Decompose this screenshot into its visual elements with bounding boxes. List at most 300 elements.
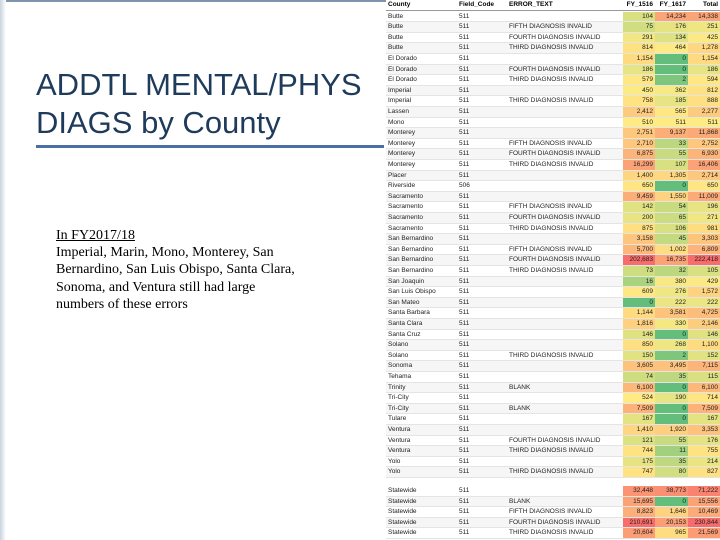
cell-field-code: 511: [457, 298, 507, 309]
cell-total: 105: [688, 266, 720, 277]
cell-error-text: [507, 330, 623, 341]
cell-total: 2,146: [688, 319, 720, 330]
table-row: [386, 528, 720, 539]
cell-field-code: 511: [457, 340, 507, 351]
table-row: [386, 298, 720, 309]
cell-total: 230,844: [688, 518, 720, 529]
cell-county: Ventura: [386, 436, 457, 447]
cell-fy1617: 965: [655, 528, 688, 539]
cell-county: Tehama: [386, 372, 457, 383]
table-row: [386, 277, 720, 288]
table-row: [386, 86, 720, 97]
cell-field-code: 511: [457, 507, 507, 518]
cell-field-code: 511: [457, 277, 507, 288]
table-row: [386, 414, 720, 425]
cell-error-text: THIRD DIAGNOSIS INVALID: [507, 266, 623, 277]
cell-fy1516: 121: [623, 436, 655, 447]
cell-fy1516: 104: [623, 12, 655, 23]
cell-fy1617: 176: [655, 22, 688, 33]
cell-total: 6,930: [688, 149, 720, 160]
table-row: [386, 118, 720, 129]
cell-county: San Luis Obispo: [386, 287, 457, 298]
cell-total: 10,469: [688, 507, 720, 518]
cell-county: Sacramento: [386, 192, 457, 203]
cell-fy1617: 565: [655, 107, 688, 118]
cell-total: 152: [688, 351, 720, 362]
cell-field-code: 511: [457, 528, 507, 539]
table-header-row: [386, 0, 720, 11]
cell-field-code: 511: [457, 86, 507, 97]
cell-fy1617: 1,305: [655, 171, 688, 182]
table-row: [386, 266, 720, 277]
cell-error-text: FIFTH DIAGNOSIS INVALID: [507, 507, 623, 518]
cell-total: 3,353: [688, 425, 720, 436]
cell-error-text: FOURTH DIAGNOSIS INVALID: [507, 33, 623, 44]
cell-error-text: [507, 287, 623, 298]
cell-total: 7,115: [688, 361, 720, 372]
table-row: [386, 340, 720, 351]
cell-county: Statewide: [386, 518, 457, 529]
cell-error-text: [507, 393, 623, 404]
cell-field-code: 511: [457, 351, 507, 362]
header-fy1516: FY_1516: [623, 0, 655, 11]
cell-error-text: [507, 457, 623, 468]
table-row: [386, 160, 720, 171]
cell-fy1617: 1,646: [655, 507, 688, 518]
cell-error-text: [507, 192, 623, 203]
table-row: [386, 383, 720, 394]
cell-fy1617: 107: [655, 160, 688, 171]
table-row: [386, 75, 720, 86]
cell-fy1617: 0: [655, 181, 688, 192]
cell-error-text: FIFTH DIAGNOSIS INVALID: [507, 22, 623, 33]
cell-field-code: 511: [457, 96, 507, 107]
cell-fy1617: 38,773: [655, 486, 688, 497]
cell-fy1516: 202,683: [623, 255, 655, 266]
cell-error-text: THIRD DIAGNOSIS INVALID: [507, 351, 623, 362]
cell-error-text: [507, 486, 623, 497]
cell-error-text: [507, 425, 623, 436]
cell-fy1617: 1,920: [655, 425, 688, 436]
cell-fy1617: 33: [655, 139, 688, 150]
cell-county: San Mateo: [386, 298, 457, 309]
cell-total: 1,100: [688, 340, 720, 351]
cell-field-code: 511: [457, 128, 507, 139]
header-fy1617: FY_1617: [655, 0, 688, 11]
cell-field-code: 511: [457, 404, 507, 415]
cell-error-text: THIRD DIAGNOSIS INVALID: [507, 75, 623, 86]
cell-fy1617: 32: [655, 266, 688, 277]
cell-total: 222: [688, 298, 720, 309]
cell-total: 11,009: [688, 192, 720, 203]
cell-fy1617: 1,002: [655, 245, 688, 256]
cell-fy1617: 20,153: [655, 518, 688, 529]
cell-total: 146: [688, 330, 720, 341]
cell-fy1617: 2: [655, 351, 688, 362]
cell-fy1617: 0: [655, 414, 688, 425]
cell-field-code: 511: [457, 245, 507, 256]
cell-fy1617: 0: [655, 404, 688, 415]
table-row: [386, 224, 720, 235]
slide-title: ADDTL MENTAL/PHYS DIAGS by County: [36, 67, 362, 140]
cell-total: 14,338: [688, 12, 720, 23]
cell-county: Imperial: [386, 86, 457, 97]
cell-fy1516: 3,158: [623, 234, 655, 245]
cell-county: Placer: [386, 171, 457, 182]
cell-fy1617: 14,234: [655, 12, 688, 23]
cell-field-code: 511: [457, 107, 507, 118]
cell-county: Solano: [386, 340, 457, 351]
cell-county: Imperial: [386, 96, 457, 107]
cell-county: San Bernardino: [386, 234, 457, 245]
cell-county: Statewide: [386, 497, 457, 508]
cell-fy1516: 74: [623, 372, 655, 383]
cell-error-text: THIRD DIAGNOSIS INVALID: [507, 96, 623, 107]
cell-total: 21,569: [688, 528, 720, 539]
cell-fy1516: 850: [623, 340, 655, 351]
cell-error-text: FIFTH DIAGNOSIS INVALID: [507, 245, 623, 256]
cell-fy1516: 2,751: [623, 128, 655, 139]
header-error-text: ERROR_TEXT: [507, 0, 623, 11]
cell-error-text: THIRD DIAGNOSIS INVALID: [507, 224, 623, 235]
cell-field-code: 511: [457, 308, 507, 319]
cell-field-code: 511: [457, 255, 507, 266]
cell-field-code: 511: [457, 330, 507, 341]
cell-field-code: 511: [457, 202, 507, 213]
cell-county: Butte: [386, 12, 457, 23]
cell-error-text: [507, 308, 623, 319]
cell-county: Monterey: [386, 128, 457, 139]
cell-field-code: 511: [457, 43, 507, 54]
cell-fy1516: 210,691: [623, 518, 655, 529]
cell-field-code: 511: [457, 22, 507, 33]
cell-error-text: THIRD DIAGNOSIS INVALID: [507, 43, 623, 54]
cell-fy1516: 15,695: [623, 497, 655, 508]
cell-total: 2,752: [688, 139, 720, 150]
cell-total: 425: [688, 33, 720, 44]
cell-county: Butte: [386, 43, 457, 54]
table-row: [386, 12, 720, 23]
cell-total: 7,509: [688, 404, 720, 415]
cell-fy1617: 511: [655, 118, 688, 129]
cell-total: 594: [688, 75, 720, 86]
cell-field-code: 511: [457, 192, 507, 203]
cell-total: 827: [688, 467, 720, 478]
cell-fy1516: 6,100: [623, 383, 655, 394]
cell-fy1617: 45: [655, 234, 688, 245]
cell-field-code: 511: [457, 287, 507, 298]
cell-fy1516: 5,700: [623, 245, 655, 256]
cell-fy1617: 55: [655, 149, 688, 160]
cell-county: Statewide: [386, 528, 457, 539]
cell-error-text: [507, 181, 623, 192]
cell-field-code: 511: [457, 319, 507, 330]
cell-error-text: FIFTH DIAGNOSIS INVALID: [507, 139, 623, 150]
cell-fy1617: 464: [655, 43, 688, 54]
cell-error-text: BLANK: [507, 404, 623, 415]
cell-fy1516: 73: [623, 266, 655, 277]
cell-error-text: [507, 12, 623, 23]
cell-fy1516: 609: [623, 287, 655, 298]
cell-fy1516: 2,710: [623, 139, 655, 150]
table-row: [386, 33, 720, 44]
cell-error-text: FOURTH DIAGNOSIS INVALID: [507, 255, 623, 266]
table-row: [386, 372, 720, 383]
body-paragraph: [56, 227, 296, 313]
table-row: [386, 393, 720, 404]
header-county: County: [386, 0, 457, 11]
cell-fy1516: 291: [623, 33, 655, 44]
body-heading: In FY2017/18: [56, 228, 135, 243]
cell-total: 429: [688, 277, 720, 288]
cell-fy1516: 150: [623, 351, 655, 362]
cell-fy1516: 744: [623, 446, 655, 457]
cell-county: San Joaquin: [386, 277, 457, 288]
table-row: [386, 486, 720, 497]
cell-fy1617: 2: [655, 75, 688, 86]
cell-county: San Bernardino: [386, 255, 457, 266]
cell-error-text: THIRD DIAGNOSIS INVALID: [507, 160, 623, 171]
table-row: [386, 518, 720, 529]
cell-error-text: [507, 361, 623, 372]
cell-total: 4,725: [688, 308, 720, 319]
cell-total: 812: [688, 86, 720, 97]
cell-fy1617: 0: [655, 497, 688, 508]
cell-county: Riverside: [386, 181, 457, 192]
cell-fy1516: 75: [623, 22, 655, 33]
cell-county: Yolo: [386, 457, 457, 468]
cell-fy1617: 9,137: [655, 128, 688, 139]
cell-fy1516: 650: [623, 181, 655, 192]
cell-field-code: 511: [457, 65, 507, 76]
header-field-code: Field_Code: [457, 0, 507, 11]
table-row: [386, 361, 720, 372]
cell-field-code: 506: [457, 181, 507, 192]
table-row: [386, 467, 720, 478]
cell-total: 2,714: [688, 171, 720, 182]
cell-county: Ventura: [386, 425, 457, 436]
cell-error-text: [507, 234, 623, 245]
cell-county: Lassen: [386, 107, 457, 118]
table-row: [386, 457, 720, 468]
cell-field-code: 511: [457, 149, 507, 160]
cell-fy1617: 222: [655, 298, 688, 309]
cell-error-text: THIRD DIAGNOSIS INVALID: [507, 446, 623, 457]
cell-fy1516: 32,448: [623, 486, 655, 497]
cell-field-code: 511: [457, 224, 507, 235]
cell-total: 11,868: [688, 128, 720, 139]
cell-fy1516: 2,412: [623, 107, 655, 118]
cell-error-text: THIRD DIAGNOSIS INVALID: [507, 528, 623, 539]
cell-fy1516: 1,144: [623, 308, 655, 319]
error-table: [386, 0, 720, 540]
cell-total: 511: [688, 118, 720, 129]
cell-total: 251: [688, 22, 720, 33]
cell-total: 176: [688, 436, 720, 447]
cell-total: 981: [688, 224, 720, 235]
cell-fy1516: 875: [623, 224, 655, 235]
cell-county: Monterey: [386, 139, 457, 150]
cell-fy1617: 11: [655, 446, 688, 457]
cell-error-text: [507, 414, 623, 425]
cell-fy1516: 9,459: [623, 192, 655, 203]
cell-county: Sacramento: [386, 202, 457, 213]
cell-fy1516: 7,509: [623, 404, 655, 415]
cell-total: 167: [688, 414, 720, 425]
cell-fy1617: 185: [655, 96, 688, 107]
cell-field-code: 511: [457, 414, 507, 425]
cell-county: Santa Cruz: [386, 330, 457, 341]
cell-county: Sonoma: [386, 361, 457, 372]
cell-county: San Bernardino: [386, 245, 457, 256]
title-underline: [36, 145, 384, 148]
table-row: [386, 245, 720, 256]
cell-fy1617: 330: [655, 319, 688, 330]
cell-total: 6,100: [688, 383, 720, 394]
cell-total: 1,572: [688, 287, 720, 298]
cell-error-text: FOURTH DIAGNOSIS INVALID: [507, 213, 623, 224]
table-row: [386, 54, 720, 65]
cell-total: 714: [688, 393, 720, 404]
cell-error-text: FIFTH DIAGNOSIS INVALID: [507, 202, 623, 213]
header-total: Total: [688, 0, 720, 11]
cell-fy1516: 175: [623, 457, 655, 468]
table-row: [386, 255, 720, 266]
cell-fy1617: 268: [655, 340, 688, 351]
cell-field-code: 511: [457, 75, 507, 86]
cell-county: Sacramento: [386, 224, 457, 235]
cell-total: 650: [688, 181, 720, 192]
cell-fy1617: 106: [655, 224, 688, 235]
cell-error-text: FOURTH DIAGNOSIS INVALID: [507, 518, 623, 529]
cell-fy1516: 16: [623, 277, 655, 288]
cell-fy1617: 16,735: [655, 255, 688, 266]
cell-total: 888: [688, 96, 720, 107]
cell-fy1617: 54: [655, 202, 688, 213]
cell-county: El Dorado: [386, 75, 457, 86]
cell-total: 3,303: [688, 234, 720, 245]
cell-fy1516: 8,823: [623, 507, 655, 518]
cell-fy1516: 1,410: [623, 425, 655, 436]
cell-total: 214: [688, 457, 720, 468]
cell-total: 271: [688, 213, 720, 224]
cell-fy1516: 0: [623, 298, 655, 309]
body-text: Imperial, Marin, Mono, Monterey, San Bernardino, San Luis Obispo, Santa Clara, Sonoma, and Ventura still had large numbers of these errors: [56, 245, 295, 312]
cell-fy1617: 35: [655, 372, 688, 383]
left-edge-shadow: [0, 0, 6, 540]
table-row: [386, 202, 720, 213]
table-row: [386, 446, 720, 457]
table-row: [386, 308, 720, 319]
cell-field-code: 511: [457, 171, 507, 182]
table-row: [386, 43, 720, 54]
cell-field-code: 511: [457, 234, 507, 245]
table-row: [386, 330, 720, 341]
cell-field-code: 511: [457, 457, 507, 468]
table-row: [386, 436, 720, 447]
cell-fy1516: 524: [623, 393, 655, 404]
cell-fy1617: 80: [655, 467, 688, 478]
cell-fy1617: 380: [655, 277, 688, 288]
cell-fy1617: 3,581: [655, 308, 688, 319]
cell-fy1617: 276: [655, 287, 688, 298]
cell-county: Statewide: [386, 507, 457, 518]
cell-fy1516: 1,816: [623, 319, 655, 330]
cell-fy1516: 142: [623, 202, 655, 213]
cell-total: 16,406: [688, 160, 720, 171]
cell-field-code: 511: [457, 54, 507, 65]
cell-total: 222,418: [688, 255, 720, 266]
cell-error-text: [507, 86, 623, 97]
table-row: [386, 149, 720, 160]
table-row: [386, 287, 720, 298]
cell-fy1617: 190: [655, 393, 688, 404]
cell-fy1516: 146: [623, 330, 655, 341]
cell-field-code: 511: [457, 436, 507, 447]
cell-error-text: FOURTH DIAGNOSIS INVALID: [507, 436, 623, 447]
cell-total: 1,278: [688, 43, 720, 54]
table-row: [386, 425, 720, 436]
cell-error-text: [507, 372, 623, 383]
cell-total: 196: [688, 202, 720, 213]
table-row: [386, 404, 720, 415]
cell-field-code: 511: [457, 497, 507, 508]
cell-error-text: [507, 107, 623, 118]
cell-error-text: [507, 298, 623, 309]
cell-fy1516: 200: [623, 213, 655, 224]
cell-total: 1,154: [688, 54, 720, 65]
table-row: [386, 171, 720, 182]
cell-fy1516: 1,154: [623, 54, 655, 65]
cell-fy1617: 0: [655, 383, 688, 394]
cell-error-text: FOURTH DIAGNOSIS INVALID: [507, 149, 623, 160]
table-row: [386, 181, 720, 192]
cell-error-text: [507, 171, 623, 182]
cell-error-text: FOURTH DIAGNOSIS INVALID: [507, 65, 623, 76]
cell-fy1516: 758: [623, 96, 655, 107]
cell-total: 71,222: [688, 486, 720, 497]
cell-error-text: [507, 128, 623, 139]
table-row: [386, 107, 720, 118]
cell-county: Statewide: [386, 486, 457, 497]
cell-field-code: 511: [457, 467, 507, 478]
cell-county: Tri-City: [386, 404, 457, 415]
cell-county: Sacramento: [386, 213, 457, 224]
cell-county: San Bernardino: [386, 266, 457, 277]
table-row: [386, 319, 720, 330]
cell-error-text: THIRD DIAGNOSIS INVALID: [507, 467, 623, 478]
cell-fy1516: 3,605: [623, 361, 655, 372]
cell-total: 755: [688, 446, 720, 457]
cell-fy1617: 1,550: [655, 192, 688, 203]
table-row: [386, 507, 720, 518]
cell-error-text: BLANK: [507, 497, 623, 508]
cell-field-code: 511: [457, 160, 507, 171]
cell-county: Ventura: [386, 446, 457, 457]
cell-error-text: [507, 118, 623, 129]
cell-field-code: 511: [457, 12, 507, 23]
table-row: [386, 234, 720, 245]
cell-field-code: 511: [457, 372, 507, 383]
cell-county: Yolo: [386, 467, 457, 478]
cell-fy1516: 1,400: [623, 171, 655, 182]
cell-fy1516: 167: [623, 414, 655, 425]
cell-county: El Dorado: [386, 65, 457, 76]
cell-total: 2,277: [688, 107, 720, 118]
table-row: [386, 65, 720, 76]
cell-county: Solano: [386, 351, 457, 362]
cell-county: Santa Barbara: [386, 308, 457, 319]
